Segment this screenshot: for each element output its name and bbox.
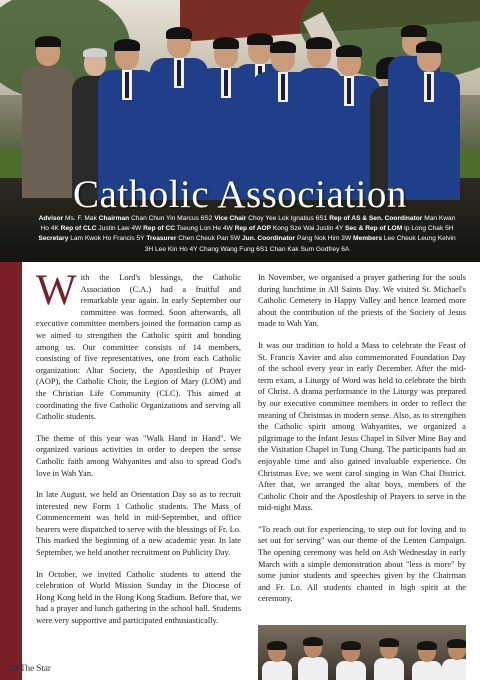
- page-footer: [8, 663, 51, 673]
- publication-name: The Star: [20, 663, 51, 673]
- credit-role: Members: [353, 235, 382, 243]
- group-photo: [0, 0, 480, 262]
- credit-name: Ip Long Chak 5H: [402, 225, 454, 233]
- credit-name: Ms. F. Mak: [63, 215, 99, 222]
- drop-cap: W: [36, 267, 77, 314]
- credit-name: Lam Kwok Ho Francis 5Y: [68, 235, 147, 243]
- credit-role: Jun. Coordinator: [242, 235, 296, 243]
- credit-role: Vice Chair: [214, 215, 247, 222]
- member-credits: [36, 214, 458, 255]
- credit-role: Treasurer: [146, 235, 177, 243]
- credit-name: Man Kwan Ho 4K: [40, 215, 456, 233]
- credit-name: Chan Chun Yin Marcus 6S2: [129, 215, 215, 222]
- article-column-right: [258, 272, 466, 615]
- credit-name: Pang Nok Him 3W: [295, 235, 354, 243]
- article-paragraph: The theme of this year was "Walk Hand in Hand". We organized various activities in order to deepen the sense Catholic faith among Wahyanites and also to spread God's love in Wah Yan.: [36, 433, 241, 478]
- credit-role: Rep of AOP: [234, 225, 271, 233]
- accent-sidebar: [0, 262, 22, 680]
- credit-role: Rep of CC: [143, 225, 175, 233]
- article-paragraph: In November, we organised a prayer gathering for the souls during lunchtime in All Saints Day. We visited St. Michael's Catholic Cemetery in Happy Valley and hence learned more about the contribution of the priests of the Society of Jesus made to Wah Yan.: [258, 273, 466, 329]
- credit-name: Choy Yee Lok Ignatius 6S1: [246, 215, 330, 222]
- credit-name: Kong Sze Wai Justin 4Y: [270, 225, 346, 233]
- article-paragraph: "To reach out for experiencing, to step out for loving and to set out for serving" was our theme of the Lenten Campaign. The opening ceremony was held on Ash Wednesday in early March with a simple demonstration about "less is more" by some junior students and speeches given by the Chairman and Fr. Lo. All students chanted in high spirit at the ceremony.: [258, 524, 466, 604]
- article-paragraph: In late August, we held an Orientation Day so as to recruit interested new Form 1 Catholic students. The Mass of Commencement was held in mid-September, and office bearers were dispatched to serve with the blessings of Fr. Lo. This marked the beginning of a new academic year. In late September, we held another recruitment on Publicity Day.: [36, 490, 241, 558]
- credit-role: Secretary: [38, 235, 69, 243]
- credit-role: Chairman: [98, 215, 130, 222]
- article-paragraph: In October, we invited Catholic students to attend the celebration of World Mission Sunday in the Diocese of Hong Kong held in the Hong Kong Stadium. Before that, we had a prayer and lunch gathering in the school hall. Students were very supportive and participated enthusiastically.: [36, 569, 241, 626]
- credit-name: Lee Cheuk Leung Kelvin 3H Lee Kin Ho 4Y Chang Wang Fung 6S1 Chan Kak Sum Godfrey 6A: [144, 235, 456, 253]
- credit-role: Sec & Rep of LOM: [345, 225, 403, 233]
- article-column-left: [36, 267, 241, 637]
- students-photo: [258, 625, 466, 680]
- credit-role: Rep of AS & Sen. Coordinator: [329, 215, 423, 222]
- credit-name: Justin Law 4W: [96, 225, 144, 233]
- credit-name: Chen Cheuk Pan 5W: [176, 235, 242, 243]
- credit-name: Tseung Lon He 4W: [174, 225, 235, 233]
- page-title: Catholic Association: [73, 173, 407, 216]
- article-paragraph: It was our tradition to hold a Mass to celebrate the Feast of St. Francis Xavier and also commemorated Foundation Day of the school every year in early December. After the mid-term exam, a Liturgy of Word was held to celebrate the birth of Christ. A drama performance in the Liturgy was prepared by our executive committee members in order to reflect the meaning of Christmas in modern sense. Also, as to strengthen the Catholic spirit among Wahyanites, we organized a pilgrimage to the Infant Jesus Chapel in Silver Mine Bay and the Visitation Chapel in Tung Chung. The participants had an enjoyable time and also gained invaluable experience. On Christmas Eve, we went carol singing in Wan Chai District. After that, we arranged the altar boys, members of the Catholic Choir and the Apostleship of Prayers to serve in the mid-night Mass.: [258, 340, 466, 513]
- credit-role: Advisor: [38, 215, 64, 222]
- article-paragraph: With the Lord's blessings, the Catholic Association (C.A.) had a fruitful and remarkable year again. In early September our committee was formed. Soon afterwards, all executive committee members joined the formation camp as we aimed to strengthen the Catholic spirit and bonding among us. Our committee consists of 14 members, consisting of five representatives, one from each Catholic organization: Altar Society, the Apostleship of Prayer (AOP), the Catholic Choir, the Legion of Mary (LOM) and the Christian Life Community (CLC). This aimed at coordinating the five Catholic Organizations and serving all Catholic students.: [36, 267, 241, 422]
- credit-role: Rep of CLC: [60, 225, 97, 233]
- page-number: 92: [8, 663, 19, 673]
